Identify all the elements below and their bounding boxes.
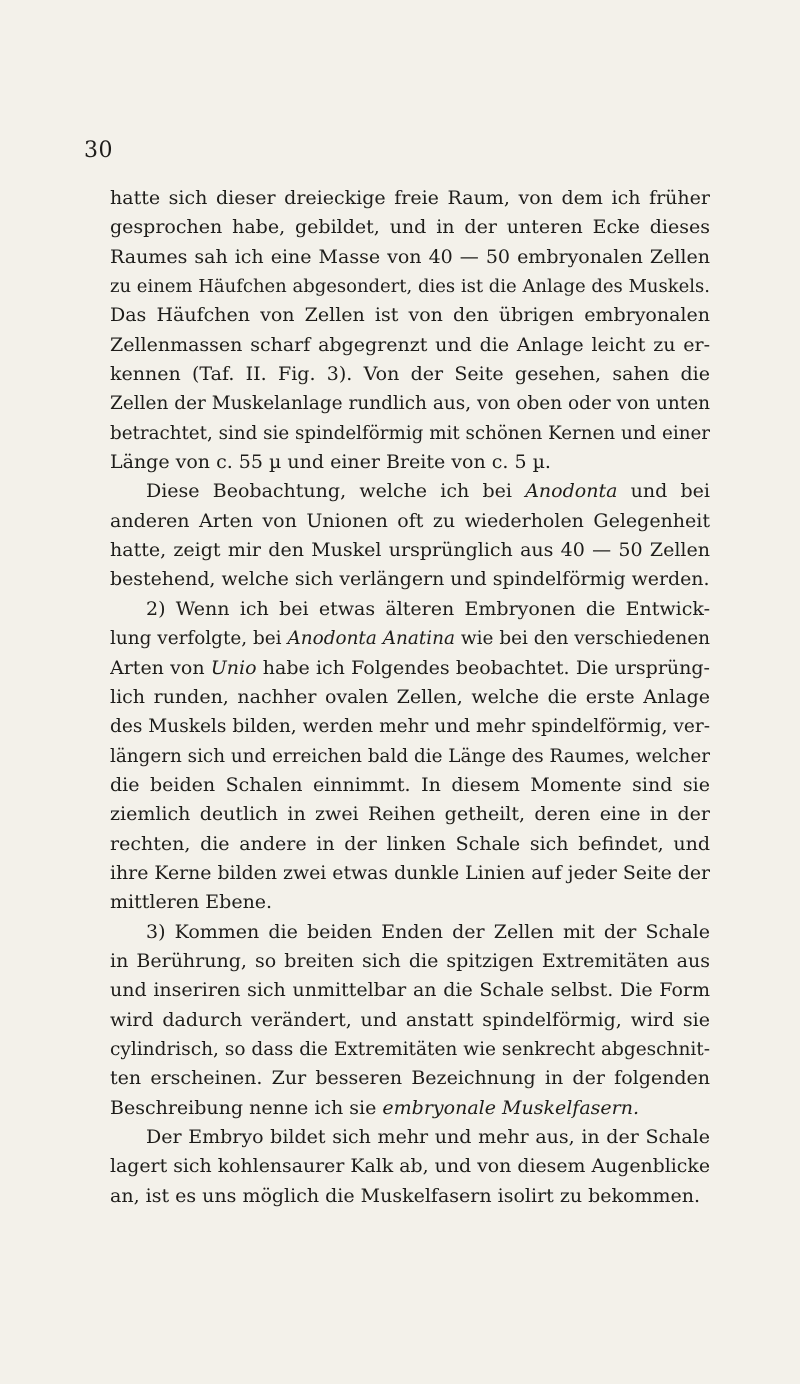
text-line — [110, 742, 710, 771]
text-run: Das Häufchen von Zellen ist von den übrigen embryonalen — [110, 304, 710, 327]
text-line — [110, 272, 710, 301]
text-line — [110, 213, 710, 242]
text-line — [110, 301, 710, 330]
text-run: die beiden Schalen einnimmt. In diesem Momente sind sie — [110, 773, 710, 796]
text-line — [110, 184, 710, 213]
text-run: an, ist es uns möglich die Muskelfasern isolirt zu bekommen. — [110, 1184, 701, 1207]
text-run: habe ich Folgendes beobachtet. Die ursprüng- — [256, 656, 710, 679]
italic-term: Anodonta Anatina — [287, 628, 455, 650]
body-text — [110, 184, 710, 1211]
text-line — [110, 947, 710, 976]
text-line — [110, 888, 710, 917]
text-run: rechten, die andere in der linken Schale sich befindet, und — [110, 832, 710, 855]
text-run: ziemlich deutlich in zwei Reihen getheilt, deren eine in der — [110, 803, 710, 826]
text-line — [110, 712, 710, 741]
text-run: wie bei den verschiedenen — [454, 628, 710, 650]
text-run: 2) Wenn ich bei etwas älteren Embryonen die Entwick- — [146, 597, 710, 620]
text-line — [110, 507, 710, 536]
text-run: und inseriren sich unmittelbar an die Schale selbst. Die Form — [110, 979, 710, 1002]
text-run: hatte sich dieser dreieckige freie Raum, von dem ich früher — [110, 187, 710, 209]
text-line — [110, 243, 710, 272]
text-run: 3) Kommen die beiden Enden der Zellen mit der Schale — [146, 920, 710, 943]
text-line — [110, 1094, 710, 1123]
text-run: lich runden, nachher ovalen Zellen, welche die erste Anlage — [110, 685, 710, 708]
text-run: ten erscheinen. Zur besseren Bezeichnung in der folgenden — [110, 1067, 710, 1090]
text-run: lung verfolgte, bei — [110, 628, 288, 650]
text-line — [110, 654, 710, 683]
text-run: lagert sich kohlensaurer Kalk ab, und von diesem Augenblicke — [110, 1155, 710, 1178]
text-run: Der Embryo bildet sich mehr und mehr aus, in der Schale — [146, 1126, 710, 1148]
text-run: kennen (Taf. II. Fig. 3). Von der Seite gesehen, sahen die — [110, 363, 710, 386]
text-line — [110, 360, 710, 389]
text-line — [110, 1152, 710, 1181]
text-line — [110, 595, 710, 624]
text-line — [110, 1123, 710, 1152]
text-run: Diese Beobachtung, welche ich bei — [146, 480, 526, 503]
text-line — [110, 331, 710, 360]
text-run: längern sich und erreichen bald die Länge des Raumes, welcher — [110, 745, 710, 767]
text-line — [110, 976, 710, 1005]
text-line — [110, 800, 710, 829]
text-line — [110, 1182, 710, 1211]
italic-term: embryonale Muskelfasern. — [382, 1096, 640, 1119]
text-run: Länge von c. 55 µ und einer Breite von c. 5 µ. — [110, 451, 551, 474]
text-run: des Muskels bilden, werden mehr und mehr spindelförmig, ver- — [110, 716, 710, 738]
text-run: und bei — [617, 480, 710, 503]
text-run: Zellenmassen scharf abgegrenzt und die Anlage leicht zu er- — [110, 333, 710, 356]
text-line — [110, 1035, 710, 1064]
text-line — [110, 1064, 710, 1093]
text-run: gesprochen habe, gebildet, und in der unteren Ecke dieses — [110, 216, 710, 239]
text-run: mittleren Ebene. — [110, 891, 273, 914]
page-number: 30 — [84, 138, 113, 163]
text-line — [110, 830, 710, 859]
text-line — [110, 477, 710, 506]
text-run: ihre Kerne bilden zwei etwas dunkle Linien auf jeder Seite der — [110, 861, 710, 884]
text-run: anderen Arten von Unionen oft zu wiederholen Gelegenheit — [110, 509, 710, 532]
italic-term: Unio — [210, 656, 257, 679]
text-line — [110, 1006, 710, 1035]
text-run: wird dadurch verändert, und anstatt spindelförmig, wird sie — [110, 1008, 710, 1031]
text-line — [110, 565, 710, 594]
text-line — [110, 624, 710, 653]
text-run: Beschreibung nenne ich sie — [110, 1096, 383, 1119]
text-line — [110, 918, 710, 947]
text-run: Arten von — [110, 656, 211, 679]
text-run: bestehend, welche sich verlängern und spindelförmig werden. — [110, 568, 710, 591]
text-line — [110, 389, 710, 418]
text-run: betrachtet, sind sie spindelförmig mit schönen Kernen und einer — [110, 422, 710, 444]
text-line — [110, 771, 710, 800]
text-run: cylindrisch, so dass die Extremitäten wie senkrecht abgeschnit- — [110, 1038, 710, 1060]
text-line — [110, 536, 710, 565]
text-line — [110, 859, 710, 888]
text-run: in Berührung, so breiten sich die spitzigen Extremitäten aus — [110, 949, 710, 972]
text-line — [110, 683, 710, 712]
text-line — [110, 419, 710, 448]
text-run: hatte, zeigt mir den Muskel ursprünglich aus 40 — 50 Zellen — [110, 539, 710, 562]
text-run: Raumes sah ich eine Masse von 40 — 50 embryonalen Zellen — [110, 245, 710, 268]
text-line — [110, 448, 710, 477]
text-run: Zellen der Muskelanlage rundlich aus, von oben oder von unten — [110, 393, 710, 415]
italic-term: Anodonta — [525, 480, 618, 503]
text-run: zu einem Häufchen abgesondert, dies ist die Anlage des Muskels. — [110, 276, 710, 298]
